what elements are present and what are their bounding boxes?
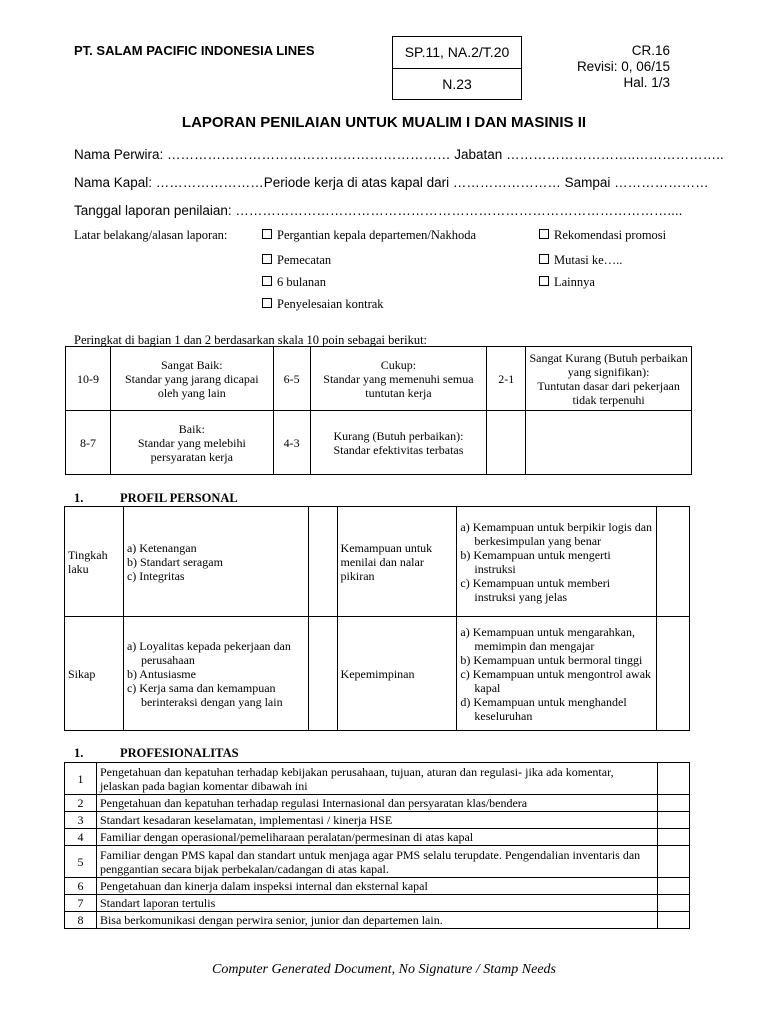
section2-number: 1. bbox=[74, 746, 84, 760]
document-meta bbox=[560, 43, 670, 91]
score-input-cell[interactable] bbox=[658, 895, 690, 912]
table-row bbox=[65, 878, 690, 895]
checkbox-icon[interactable] bbox=[539, 254, 549, 264]
list-item: b) Kemampuan untuk bermoral tinggi bbox=[460, 652, 643, 667]
score-input-cell[interactable] bbox=[308, 507, 337, 617]
score-input-cell[interactable] bbox=[658, 912, 690, 929]
item-number: 8 bbox=[65, 912, 97, 929]
score-input-cell[interactable] bbox=[657, 617, 690, 731]
doc-code: CR.16 bbox=[631, 43, 670, 58]
rating-desc-cell: Cukup: Standar yang memenuhi semua tuntutan kerja bbox=[310, 347, 487, 411]
score-input-cell[interactable] bbox=[658, 829, 690, 846]
option-six-monthly[interactable]: 6 bulanan bbox=[262, 275, 326, 290]
list-item: b) Antusiasme bbox=[126, 666, 196, 681]
checkbox-icon[interactable] bbox=[539, 229, 549, 239]
table-row bbox=[65, 812, 690, 829]
form-code-top: SP.11, NA.2/T.20 bbox=[393, 37, 521, 69]
list-item: a) Ketenangan bbox=[126, 540, 197, 555]
criteria-label: Tingkah laku bbox=[65, 507, 124, 617]
item-number: 7 bbox=[65, 895, 97, 912]
option-contract-end[interactable]: Penyelesaian kontrak bbox=[262, 297, 384, 312]
table-row bbox=[66, 347, 692, 411]
item-number: 2 bbox=[65, 795, 97, 812]
option-dismissal[interactable]: Pemecatan bbox=[262, 253, 331, 268]
item-number: 1 bbox=[65, 763, 97, 795]
rating-intro: Peringkat di bagian 1 dan 2 berdasarkan skala 10 poin sebagai berikut: bbox=[74, 333, 428, 347]
item-text: Bisa berkomunikasi dengan perwira senior, junior dan departemen lain. bbox=[96, 912, 657, 929]
score-input-cell[interactable] bbox=[657, 507, 690, 617]
score-input-cell[interactable] bbox=[658, 846, 690, 878]
list-item: a) Kemampuan untuk mengarahkan, memimpin dan mengajar bbox=[460, 624, 636, 653]
criteria-items bbox=[457, 507, 657, 617]
score-cell: 10-9 bbox=[66, 347, 111, 411]
table-row bbox=[65, 846, 690, 878]
score-input-cell[interactable] bbox=[658, 763, 690, 795]
footer-note: Computer Generated Document, No Signature / Stamp Needs bbox=[212, 962, 556, 977]
list-item: c) Integritas bbox=[126, 568, 185, 583]
criteria-label: Kemampuan untuk menilai dan nalar pikiran bbox=[337, 507, 457, 617]
table-row bbox=[65, 895, 690, 912]
checkbox-icon[interactable] bbox=[262, 254, 272, 264]
reason-label: Latar belakang/alasan laporan: bbox=[74, 228, 228, 242]
table-row bbox=[65, 617, 690, 731]
list-item: d) Kemampuan untuk menghandel keseluruhan bbox=[460, 694, 627, 723]
section1-number: 1. bbox=[74, 491, 84, 505]
rating-desc-cell: Sangat Baik: Standar yang jarang dicapai oleh yang lain bbox=[110, 347, 273, 411]
item-text: Familiar dengan operasional/pemeliharaan peralatan/permesinan di atas kapal bbox=[96, 829, 657, 846]
form-code-bottom: N.23 bbox=[442, 76, 472, 92]
table-row bbox=[65, 912, 690, 929]
list-item: c) Kemampuan untuk mengontrol awak kapal bbox=[460, 666, 652, 695]
report-date-field[interactable]: Tanggal laporan penilaian: …………………………………………………………………………………….... bbox=[74, 203, 683, 218]
list-item: a) Kemampuan untuk berpikir logis dan berkesimpulan yang benar bbox=[460, 519, 653, 548]
empty-cell bbox=[526, 411, 692, 475]
professionalism-table bbox=[64, 762, 690, 929]
criteria-items bbox=[123, 507, 308, 617]
item-number: 4 bbox=[65, 829, 97, 846]
section2-title: PROFESIONALITAS bbox=[120, 746, 239, 760]
rating-desc-cell: Kurang (Butuh perbaikan): Standar efektivitas terbatas bbox=[310, 411, 487, 475]
score-input-cell[interactable] bbox=[658, 878, 690, 895]
item-text: Standart kesadaran keselamatan, implementasi / kinerja HSE bbox=[96, 812, 657, 829]
rating-desc-cell: Sangat Kurang (Butuh perbaikan yang signifikan): Tuntutan dasar dari pekerjaan tidak terpenuhi bbox=[526, 347, 692, 411]
score-input-cell[interactable] bbox=[658, 795, 690, 812]
rating-scale-table bbox=[65, 346, 692, 475]
checkbox-icon[interactable] bbox=[539, 276, 549, 286]
section1-title: PROFIL PERSONAL bbox=[120, 491, 238, 505]
score-cell: 2-1 bbox=[487, 347, 526, 411]
table-row bbox=[65, 829, 690, 846]
list-item: c) Kemampuan untuk memberi instruksi yang jelas bbox=[460, 575, 611, 604]
criteria-items bbox=[123, 617, 308, 731]
vessel-name-field[interactable]: Nama Kapal: ……………………Periode kerja di atas kapal dari …………………… Sampai ………………… bbox=[74, 175, 709, 190]
rating-desc-cell: Baik: Standar yang melebihi persyaratan kerja bbox=[110, 411, 273, 475]
checkbox-icon[interactable] bbox=[262, 229, 272, 239]
officer-name-field[interactable]: Nama Perwira: ……………………………………………………… Jabatan ………………………..……………….. bbox=[74, 147, 724, 162]
option-promotion[interactable]: Rekomendasi promosi bbox=[539, 228, 666, 243]
item-number: 6 bbox=[65, 878, 97, 895]
score-cell: 8-7 bbox=[66, 411, 111, 475]
list-item: a) Loyalitas kepada pekerjaan dan perusahaan bbox=[126, 638, 291, 667]
item-number: 5 bbox=[65, 846, 97, 878]
page-number: Hal. 1/3 bbox=[623, 75, 670, 90]
table-row bbox=[65, 507, 690, 617]
list-item: b) Kemampuan untuk mengerti instruksi bbox=[460, 547, 611, 576]
option-transfer[interactable]: Mutasi ke….. bbox=[539, 253, 622, 268]
personal-profile-table bbox=[64, 506, 690, 731]
item-number: 3 bbox=[65, 812, 97, 829]
score-input-cell[interactable] bbox=[658, 812, 690, 829]
page-title: LAPORAN PENILAIAN UNTUK MUALIM I DAN MASINIS II bbox=[181, 114, 587, 131]
item-text: Pengetahuan dan kepatuhan terhadap kebijakan perusahaan, tujuan, aturan dan regulasi- jika ada komentar, jelaskan pada bagian komentar dibawah ini bbox=[96, 763, 657, 795]
table-row bbox=[65, 763, 690, 795]
criteria-label: Kepemimpinan bbox=[337, 617, 457, 731]
table-row bbox=[65, 795, 690, 812]
option-head-change[interactable]: Pergantian kepala departemen/Nakhoda bbox=[262, 228, 476, 243]
list-item: b) Standart seragam bbox=[126, 554, 223, 569]
company-name: PT. SALAM PACIFIC INDONESIA LINES bbox=[74, 43, 315, 58]
score-input-cell[interactable] bbox=[308, 617, 337, 731]
item-text: Familiar dengan PMS kapal dan standart untuk menjaga agar PMS selalu terupdate. Pengendalian inventaris dan penggantian secara bijak perbekalan/cadangan di atas kapal. bbox=[96, 846, 657, 878]
criteria-items bbox=[457, 617, 657, 731]
score-cell: 4-3 bbox=[273, 411, 310, 475]
option-other[interactable]: Lainnya bbox=[539, 275, 595, 290]
item-text: Standart laporan tertulis bbox=[96, 895, 657, 912]
item-text: Pengetahuan dan kepatuhan terhadap regulasi Internasional dan persyaratan klas/bendera bbox=[96, 795, 657, 812]
item-text: Pengetahuan dan kinerja dalam inspeksi internal dan eksternal kapal bbox=[96, 878, 657, 895]
list-item: c) Kerja sama dan kemampuan berinteraksi dengan yang lain bbox=[126, 680, 283, 709]
criteria-label: Sikap bbox=[65, 617, 124, 731]
checkbox-icon[interactable] bbox=[262, 276, 272, 286]
form-code-box bbox=[392, 36, 522, 100]
empty-cell bbox=[487, 411, 526, 475]
score-cell: 6-5 bbox=[273, 347, 310, 411]
table-row bbox=[66, 411, 692, 475]
checkbox-icon[interactable] bbox=[262, 298, 272, 308]
revision: Revisi: 0, 06/15 bbox=[576, 59, 670, 74]
